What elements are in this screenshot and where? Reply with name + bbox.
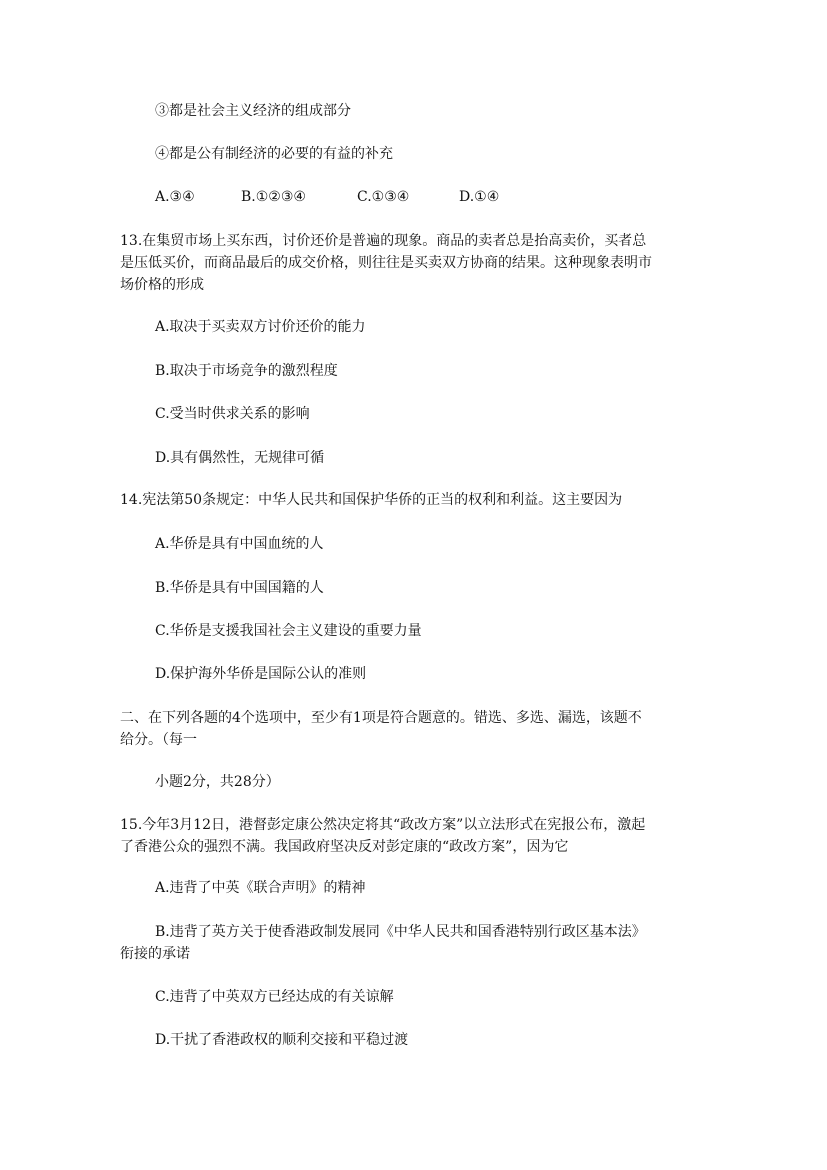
section-2-heading-cont: 小题2分，共28分） [155, 774, 280, 790]
q12-option-a: A.③④ [155, 189, 195, 205]
q15-stem: 15.今年3月12日，港督彭定康公然决定将其“政改方案”以立法形式在宪报公布，激起了香港公众的强烈不满。我国政府坚决反对彭定康的“政改方案”，因为它 [120, 817, 646, 855]
q13-option-c: C.受当时供求关系的影响 [155, 406, 310, 422]
q12-option-b: B.①②③④ [241, 189, 306, 205]
q12-option-c: C.①③④ [357, 189, 410, 205]
q15-option-a: A.违背了中英《联合声明》的精神 [155, 880, 366, 896]
q12-item-3: ③都是社会主义经济的组成部分 [155, 103, 351, 119]
q15-option-b: B.违背了英方关于使香港政制发展同《中华人民共和国香港特别行政区基本法》衔接的承诺 [120, 924, 646, 962]
q13-option-b: B.取决于市场竞争的激烈程度 [155, 363, 338, 379]
q15-option-d: D.干扰了香港政权的顺利交接和平稳过渡 [155, 1032, 409, 1048]
q13-option-a: A.取决于买卖双方讨价还价的能力 [155, 319, 366, 335]
q14-option-a: A.华侨是具有中国血统的人 [155, 536, 324, 552]
q13-stem: 13.在集贸市场上买东西，讨价还价是普遍的现象。商品的卖者总是抬高卖价，买者总是压低买价，而商品最后的成交价格，则往往是买卖双方协商的结果。这种现象表明市场价格的形成 [120, 233, 652, 293]
q14-option-c: C.华侨是支援我国社会主义建设的重要力量 [155, 623, 422, 639]
q14-stem: 14.宪法第50条规定：中华人民共和国保护华侨的正当的权利和利益。这主要因为 [120, 492, 623, 508]
q12-option-d: D.①④ [459, 189, 500, 205]
q12-item-4: ④都是公有制经济的必要的有益的补充 [155, 146, 393, 162]
section-2-heading: 二、在下列各题的4个选项中，至少有1项是符合题意的。错选、多选、漏选，该题不给分。（每一 [120, 710, 642, 748]
q15-option-c: C.违背了中英双方已经达成的有关谅解 [155, 989, 394, 1005]
q13-option-d: D.具有偶然性，无规律可循 [155, 450, 325, 466]
q14-option-b: B.华侨是具有中国国籍的人 [155, 580, 324, 596]
q14-option-d: D.保护海外华侨是国际公认的准则 [155, 666, 367, 682]
